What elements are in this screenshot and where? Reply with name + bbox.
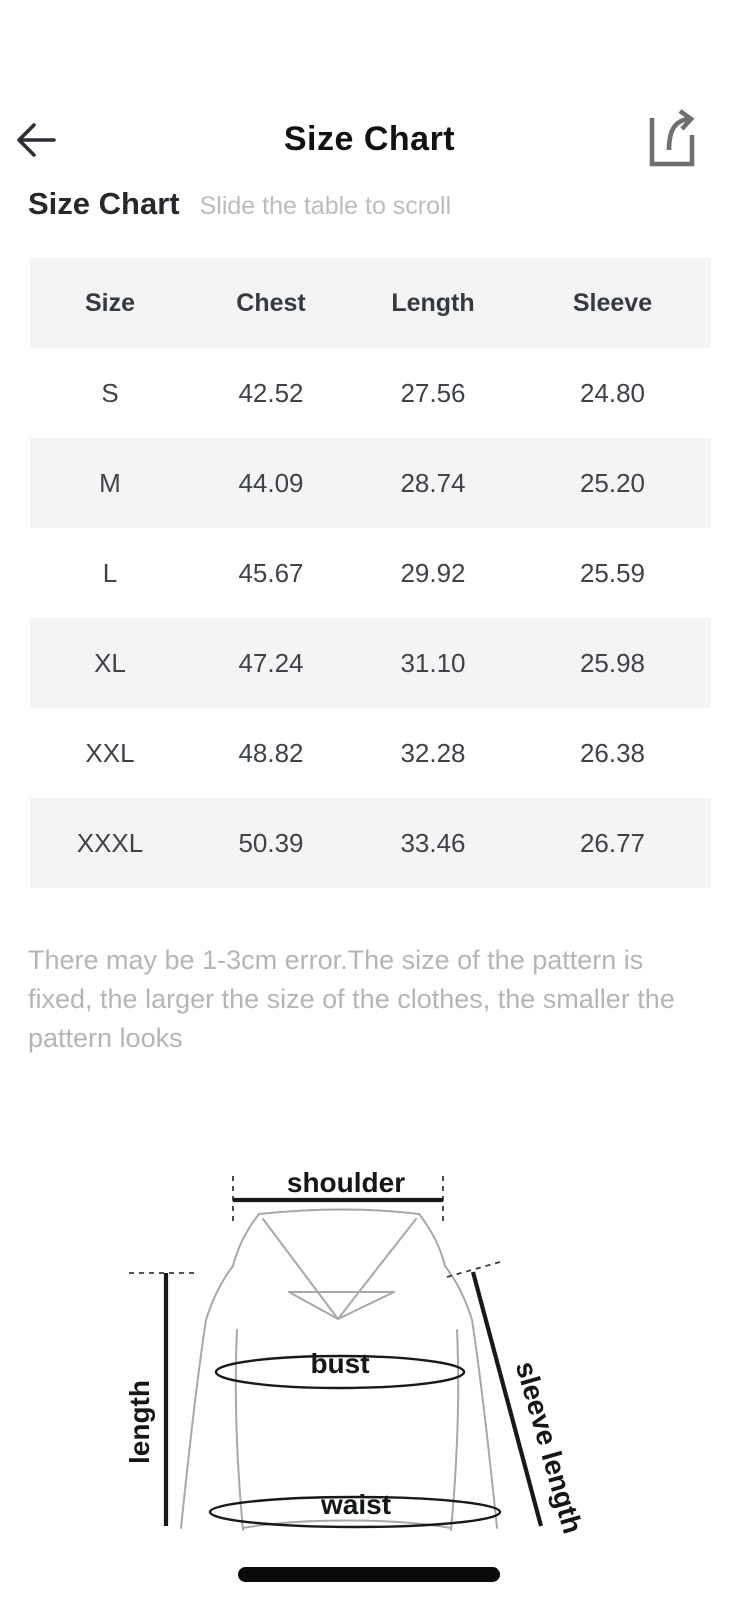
column-header-size: Size	[84, 288, 136, 317]
chest-cell: 44.09	[238, 467, 304, 498]
size-cell: M	[99, 467, 121, 498]
column-header-chest: Chest	[236, 288, 306, 317]
bust-label: bust	[310, 1348, 370, 1379]
size-cell: S	[101, 377, 119, 408]
length-cell: 27.56	[400, 377, 466, 408]
waist-label: waist	[320, 1489, 392, 1520]
table-row	[30, 618, 711, 708]
length-cell: 29.92	[400, 557, 466, 588]
table-row	[30, 438, 711, 528]
size-cell: XL	[94, 647, 126, 678]
length-cell: 31.10	[400, 647, 466, 678]
size-cell: L	[102, 557, 118, 588]
chest-cell: 47.24	[238, 647, 304, 678]
section-title: Size Chart	[28, 186, 180, 221]
page-title: Size Chart	[283, 119, 456, 158]
table-header-row	[30, 258, 711, 348]
size-disclaimer-note: There may be 1-3cm error.The size of the pattern is fixed, the larger the size of the clothes, the smaller the pattern looks	[28, 945, 675, 1053]
measurement-diagram	[0, 1120, 739, 1570]
chest-cell: 45.67	[238, 557, 304, 588]
sleeve-cell: 24.80	[579, 377, 646, 408]
table-row	[30, 798, 711, 888]
share-icon	[643, 108, 701, 170]
length-cell: 32.28	[400, 737, 466, 768]
back-arrow-icon	[10, 114, 62, 166]
home-indicator-bar[interactable]	[238, 1567, 500, 1582]
column-header-length: Length	[391, 288, 475, 317]
size-table[interactable]	[30, 258, 711, 888]
chest-cell: 42.52	[238, 377, 304, 408]
scroll-hint: Slide the table to scroll	[199, 192, 452, 220]
share-button[interactable]	[643, 108, 701, 170]
section-heading	[28, 186, 718, 222]
length-label: length	[124, 1380, 155, 1464]
sleeve-cell: 25.20	[579, 467, 646, 498]
column-header-sleeve: Sleeve	[572, 288, 653, 317]
hoodie-diagram-image	[0, 1120, 739, 1570]
sleeve-cell: 26.77	[579, 827, 646, 858]
sleeve-length-label: sleeve length	[509, 1357, 589, 1537]
chest-cell: 48.82	[238, 737, 304, 768]
shoulder-label: shoulder	[286, 1167, 406, 1198]
length-cell: 33.46	[400, 827, 466, 858]
diagram-labels	[124, 1167, 588, 1537]
length-cell: 28.74	[400, 467, 466, 498]
size-cell: XXL	[85, 737, 135, 768]
back-button[interactable]	[10, 114, 62, 166]
app-bar	[0, 100, 739, 178]
table-row	[30, 348, 711, 438]
chest-cell: 50.39	[238, 827, 304, 858]
sleeve-cell: 25.59	[579, 557, 646, 588]
sleeve-cell: 26.38	[579, 737, 646, 768]
size-cell: XXXL	[76, 827, 144, 858]
sleeve-cell: 25.98	[579, 647, 646, 678]
table-row	[30, 708, 711, 798]
table-row	[30, 528, 711, 618]
